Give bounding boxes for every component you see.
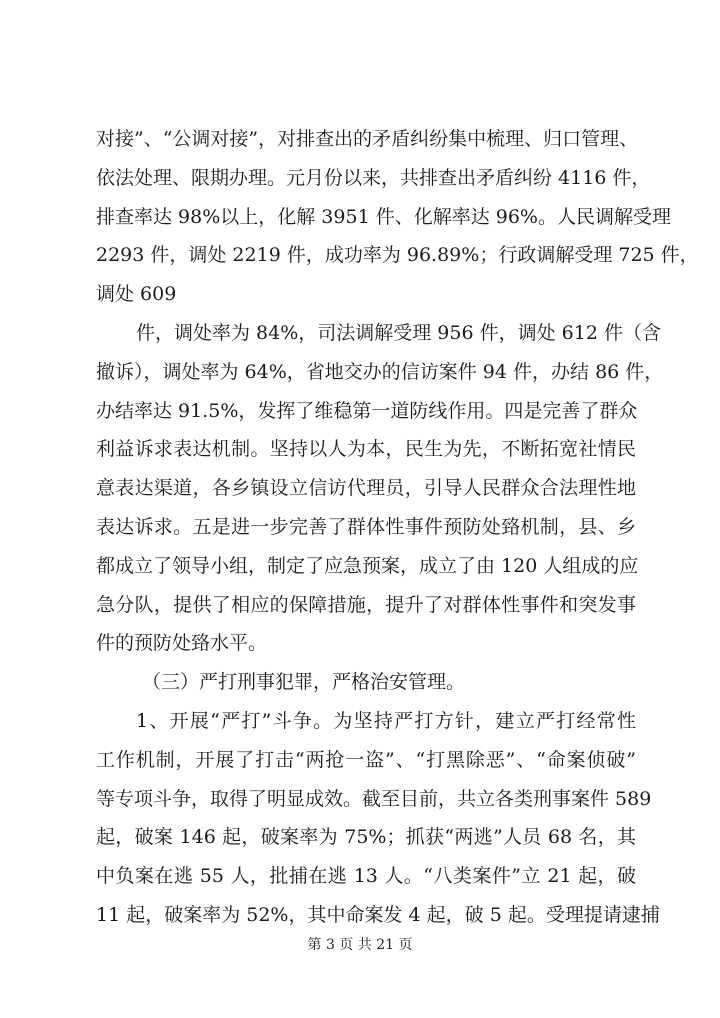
text-line: 1、开展“严打”斗争。为坚持严打方针，建立严打经常性: [136, 709, 636, 732]
body-text: [96, 120, 699, 935]
section-heading: （三）严打刑事犯罪，严格治安管理。: [142, 671, 466, 694]
text-line: 急分队，提供了相应的保障措施，提升了对群体性事件和突发事: [96, 593, 636, 616]
text-line: 件的预防处臵水平。: [96, 632, 268, 655]
text-line: 利益诉求表达机制。坚持以人为本，民生为先，不断拓宽社情民: [96, 438, 636, 461]
text-line: 2293 件，调处 2219 件，成功率为 96.89%；行政调解受理 725 件，: [96, 244, 699, 267]
text-line: 对接”、“公调对接”，对排查出的矛盾纠纷集中梳理、归口管理、: [96, 128, 639, 150]
text-line: 依法处理、限期办理。元月份以来，共排查出矛盾纠纷 4116 件，: [96, 166, 651, 189]
text-line: 等专项斗争，取得了明显成效。截至目前，共立各类刑事案件 589: [96, 787, 652, 810]
text-line: 排查率达 98%以上，化解 3951 件、化解率达 96%。人民调解受理: [96, 205, 671, 228]
text-line: 起，破案 146 起，破案率为 75%；抓获“两逃”人员 68 名，其: [96, 826, 636, 849]
text-line: 都成立了领导小组，制定了应急预案，成立了由 120 人组成的应: [96, 554, 639, 577]
text-line: 办结率达 91.5%，发挥了维稳第一道防线作用。四是完善了群众: [96, 399, 638, 422]
text-line: 撤诉），调处率为 64%，省地交办的信访案件 94 件，办结 86 件，: [96, 360, 664, 383]
text-line: 中负案在逃 55 人，批捕在逃 13 人。“八类案件”立 21 起，破: [96, 865, 636, 888]
text-line: 11 起，破案率为 52%，其中命案发 4 起，破 5 起。受理提请逮捕: [96, 903, 660, 926]
text-line: 工作机制，开展了打击“两抢一盗”、“打黑除恶”、“命案侦破”: [96, 748, 636, 771]
text-line: 件，调处率为 84%，司法调解受理 956 件，调处 612 件（含: [136, 321, 661, 344]
text-line: 意表达渠道，各乡镇设立信访代理员，引导人民群众合法理性地: [96, 477, 636, 500]
text-line: 表达诉求。五是进一步完善了群体性事件预防处臵机制，县、乡: [96, 515, 636, 538]
text-line: 调处 609: [96, 283, 177, 306]
page-number-footer: 第 3 页 共 21 页: [307, 937, 413, 953]
